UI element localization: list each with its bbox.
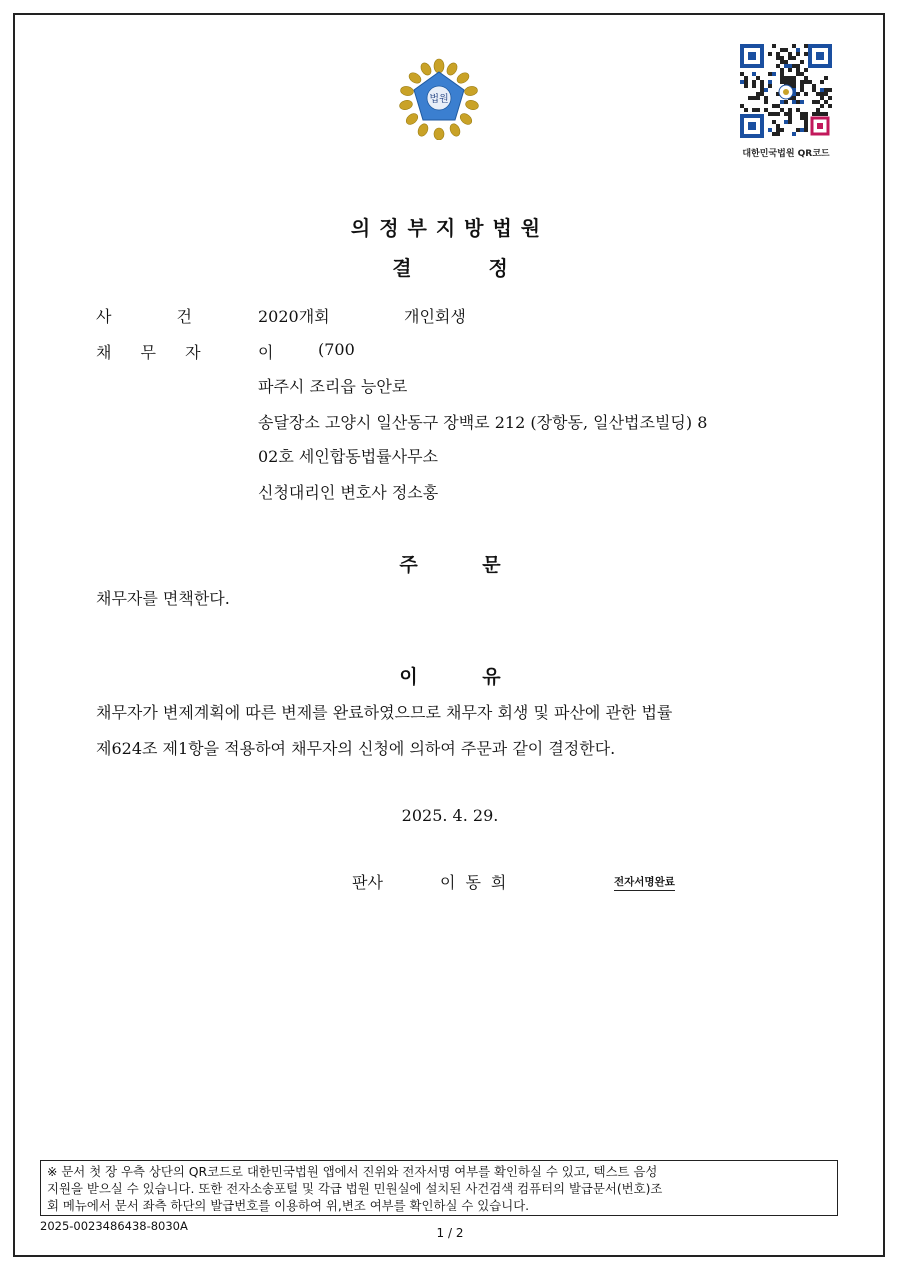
case-label: 사 건	[96, 307, 196, 326]
emblem-text: 법원	[429, 94, 449, 105]
qr-code-icon	[738, 42, 834, 140]
delivery-address-line1: 송달장소 고양시 일산동구 장백로 212 (장항동, 일산법조빌딩) 8	[258, 413, 708, 432]
issue-number: 2025-0023486438-8030A	[40, 1219, 188, 1233]
notice-line-3: 회 메뉴에서 문서 좌측 하단의 발급번호를 이용하여 위,변조 여부를 확인하실 수 있습니다.	[47, 1198, 530, 1213]
order-heading: 주 문	[399, 554, 501, 576]
reason-line1: 채무자가 변제계획에 따른 변제를 완료하였으므로 채무자 회생 및 파산에 관한 법률	[96, 703, 673, 722]
qr-caption: 대한민국법원 QR코드	[742, 149, 830, 159]
case-number: 2020개회	[258, 307, 330, 326]
debtor-id: (700	[318, 340, 355, 359]
reason-line2: 제624조 제1항을 적용하여 채무자의 신청에 의하여 주문과 같이 결정한다.	[96, 739, 616, 758]
agent: 신청대리인 변호사 정소홍	[258, 483, 439, 502]
debtor-name: 이	[258, 343, 274, 362]
judge-name: 이동희	[440, 873, 517, 892]
court-name: 의정부지방법원	[350, 216, 550, 240]
verification-notice	[40, 1160, 838, 1216]
esign-label: 전자서명완료	[614, 874, 675, 891]
document-title: 결 정	[392, 256, 508, 280]
court-emblem-icon	[398, 58, 480, 140]
decision-date: 2025. 4. 29.	[401, 806, 499, 825]
debtor-label: 채 무 자	[96, 343, 205, 362]
reason-heading: 이 유	[399, 666, 501, 688]
page-number: 1 / 2	[436, 1226, 464, 1240]
notice-line-2: 지원을 받으실 수 있습니다. 또한 전자소송포털 및 각급 법원 민원실에 설치된 사건검색 컴퓨터의 발급문서(번호)조	[47, 1181, 663, 1196]
order-text: 채무자를 면책한다.	[96, 589, 230, 608]
delivery-address-line2: 02호 세인합동법률사무소	[258, 447, 439, 466]
judge-title: 판사	[352, 873, 383, 892]
case-type: 개인회생	[404, 307, 466, 326]
debtor-address: 파주시 조리읍 능안로	[258, 377, 408, 396]
notice-line-1: ※ 문서 첫 장 우측 상단의 QR코드로 대한민국법원 앱에서 진위와 전자서명 여부를 확인하실 수 있고, 텍스트 음성	[47, 1164, 658, 1179]
page-border	[13, 13, 885, 1257]
